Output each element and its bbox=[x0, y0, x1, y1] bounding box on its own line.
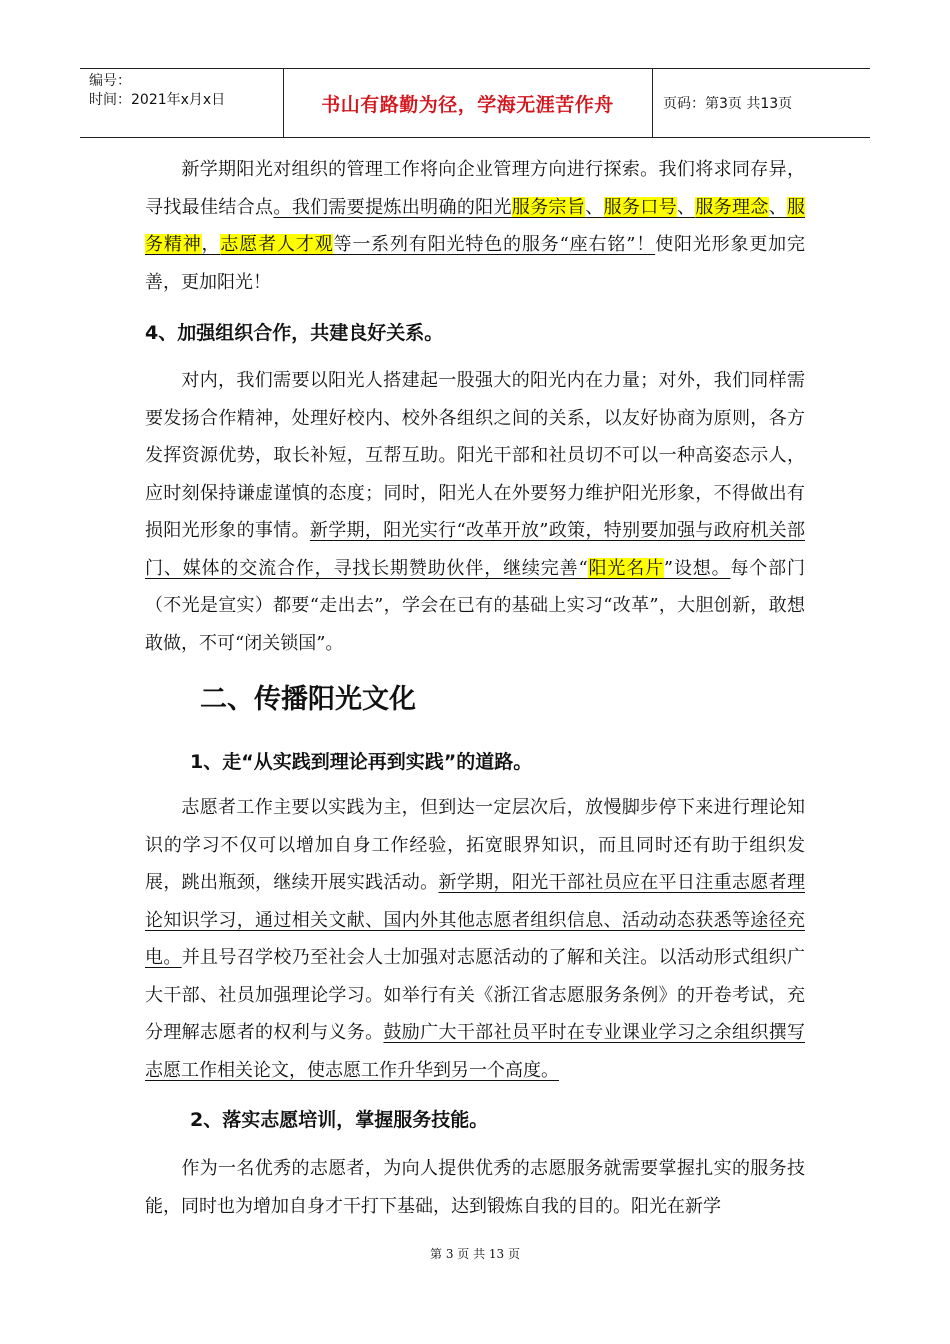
text-run: 志愿者工作主要以实践为主，但到达一定层次后，放慢脚步停下来进行理论知识的学习不仅可以增加自身工作经验，拓宽眼界知识，而且同时还有助于组织发展，跳出瓶颈，继续开展实践活动。 bbox=[145, 797, 805, 893]
page-header bbox=[80, 68, 870, 138]
highlight-service-spirit: 服务精神 bbox=[145, 196, 806, 255]
header-motto: 书山有路勤为径，学海无涯苦作舟 bbox=[321, 93, 614, 116]
text-run: 并且号召学校乃至社会人士加强对志愿活动的了解和关注。以活动形式组织广大干部、社员加强理论学习。如举行有关《浙江省志愿服务条例》的开卷考试，充分理解志愿者的权利与义务。 bbox=[145, 947, 805, 1043]
paragraph-cooperation bbox=[145, 362, 805, 662]
heading-training: 2、落实志愿培训，掌握服务技能。 bbox=[190, 1109, 489, 1131]
text-run: 。我们需要提炼出明确的阳光 bbox=[273, 196, 512, 218]
header-motto-cell bbox=[283, 69, 653, 137]
highlight-volunteer-talent: 志愿者人才观 bbox=[220, 234, 334, 255]
heading-practice: 1、走“从实践到理论再到实践”的道路。 bbox=[190, 751, 533, 773]
serial-label: 编号： bbox=[89, 73, 131, 89]
heading-cooperation: 4、加强组织合作，共建良好关系。 bbox=[145, 322, 444, 344]
text-run: 新学期阳光对组织的管理工作将向企业管理方向进行探索。我们将求同存异，寻找最佳结合点 bbox=[145, 159, 805, 218]
underlined-text: 新学期，阳光干部社员应在平日注重志愿者理论知识学习，通过相关文献、国内外其他志愿者组织信息、活动动态获悉等途径充电。 bbox=[145, 872, 805, 968]
page-footer: 第 3 页 共 13 页 bbox=[430, 1247, 520, 1261]
underlined-text: 鼓励广大干部社员平时在专业课业学习之余组织撰写志愿工作相关论文，使志愿工作升华到另一个高度。 bbox=[145, 1022, 806, 1081]
section-heading: 二、传播阳光文化 bbox=[200, 684, 416, 715]
highlight-service-slogan: 服务口号 bbox=[603, 196, 677, 218]
text-run: 作为一名优秀的志愿者，为向人提供优秀的志愿服务就需要掌握扎实的服务技能，同时也为增加自身才干打下基础，达到锻炼自我的目的。阳光在新学 bbox=[145, 1158, 805, 1217]
text-run: ”设想。 bbox=[663, 557, 731, 579]
text-run: 对内，我们需要以阳光人搭建起一股强大的阳光内在力量；对外，我们同样需要发扬合作精神，处理好校内、校外各组织之间的关系，以友好协商为原则，各方发挥资源优势，取长补短，互帮互助。阳光干部和社员切不可以一种高姿态示人，应时刻保持谦虚谨慎的态度；同时，阳光人在外要努力维护阳光形象，不得做出有损阳光形象的事情。 bbox=[145, 370, 805, 541]
text-run: 、 bbox=[768, 196, 788, 218]
text-run: ， bbox=[201, 234, 221, 255]
header-meta bbox=[80, 69, 284, 137]
text-run: 等一系列有阳光特色的服务“座右铭”！ bbox=[333, 234, 656, 255]
text-run: 每个部门（不光是宣实）都要“走出去”，学会在已有的基础上实习“改革”，大胆创新，敢想敢做，不可“闭关锁国”。 bbox=[145, 557, 806, 654]
text-run: 、 bbox=[585, 196, 604, 218]
text-run: 使阳光形象更加完善，更加阳光！ bbox=[145, 234, 806, 293]
text-run: 、 bbox=[676, 196, 696, 218]
paragraph-management bbox=[145, 151, 805, 301]
time-label: 时间：2021年x月x日 bbox=[89, 92, 226, 108]
highlight-sunshine-card: 阳光名片 bbox=[587, 557, 664, 579]
paragraph-practice bbox=[145, 789, 805, 1089]
text-run: 新学期，阳光实行“改革开放”政策，特别要加强与政府机关部门、媒体的交流合作，寻找长期赞助伙伴，继续完善“ bbox=[145, 520, 806, 579]
highlight-service-aim: 服务宗旨 bbox=[511, 196, 586, 218]
header-page-info: 页码：第3页 共13页 bbox=[663, 96, 793, 112]
highlight-service-concept: 服务理念 bbox=[695, 196, 769, 218]
paragraph-training bbox=[145, 1150, 805, 1225]
